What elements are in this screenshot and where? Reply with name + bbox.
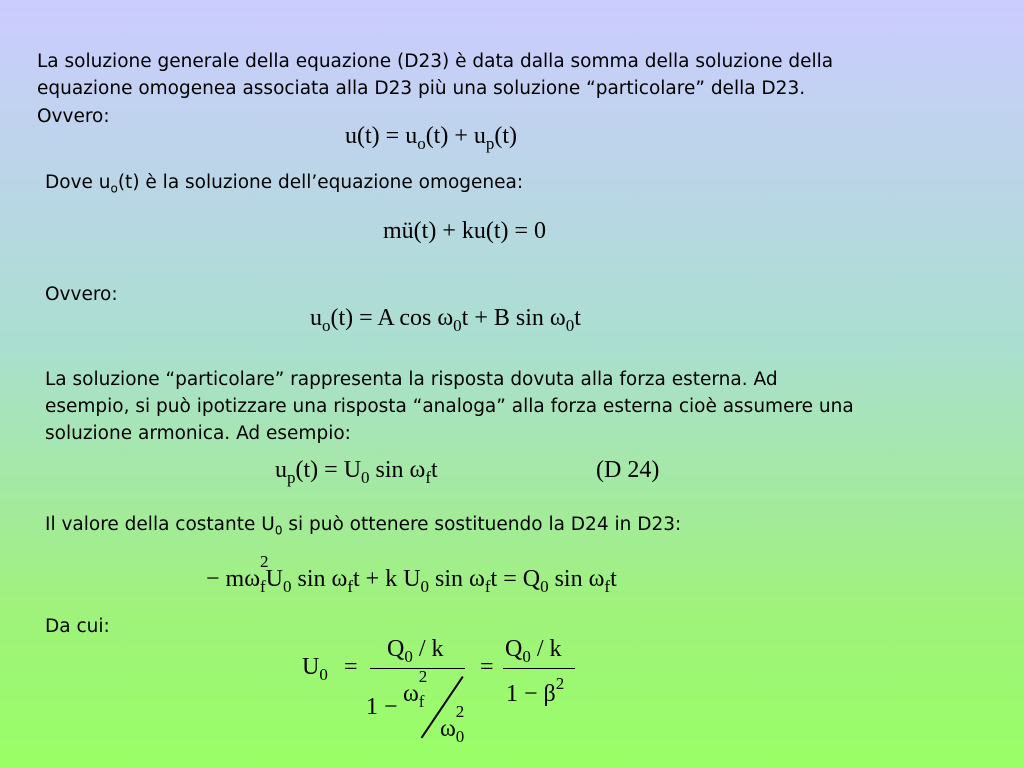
final-numerator-1: $Q_0$ / k — [387, 636, 444, 666]
final-denominator-one: 1 − — [366, 694, 398, 720]
equation-general-solution: $u(t) = u_o(t) + u_p(t)$ — [345, 123, 518, 153]
ovvero-label: Ovvero: — [45, 284, 118, 305]
equation-tag-d24: (D 24) — [596, 457, 660, 483]
final-numerator-2: $Q_0$ / k — [505, 636, 562, 666]
final-denominator-omega-f: ω 2 $_f$ — [403, 667, 428, 711]
intro-line-2: equazione omogenea associata alla D23 più una soluzione “particolare” della D23. — [37, 78, 806, 99]
intro-line-1: La soluzione generale della equazione (D23) è data dalla somma della soluzione della — [37, 51, 834, 72]
final-lhs: $U_0$ — [302, 654, 328, 684]
equation-homogeneous: mü(t) + ku(t) = 0 — [383, 218, 547, 244]
particular-line-3: soluzione armonica. Ad esempio: — [45, 423, 351, 444]
valore-text: Il valore della costante $U_0$ si può ottenere sostituendo la D24 in D23: — [45, 514, 682, 538]
final-fraction-bar-1 — [370, 668, 465, 669]
dove-text: Dove $u_o(t)$ è la soluzione dell’equazione omogenea: — [45, 172, 524, 196]
intro-line-3: Ovvero: — [37, 106, 110, 127]
final-denominator-2: $1 - \beta^2$ — [506, 674, 565, 707]
dacui-label: Da cui: — [45, 616, 110, 637]
particular-line-2: esempio, si può ipotizzare una risposta “analoga” alla forza esterna cioè assumere una — [45, 396, 854, 417]
equation-substitution: − mω 2 $_fU_0$ $\sin \omega_ft + k$ $U_0$ $\sin \omega_ft = Q_0$ $\sin \omega_ft$ — [206, 552, 617, 596]
equation-homogeneous-solution: $u_o(t) = A$ $\cos \omega_0t + B$ $\sin \omega_0t$ — [310, 305, 581, 335]
final-equals-1: = — [344, 654, 358, 680]
final-denominator-omega-0: ω 2 $_0$ — [440, 702, 465, 746]
final-fraction-bar-2 — [503, 668, 575, 669]
particular-line-1: La soluzione “particolare” rappresenta la risposta dovuta alla forza esterna. Ad — [45, 369, 778, 390]
final-equals-2: = — [480, 654, 494, 680]
equation-particular-solution: $u_p(t) = U_0$ $\sin \omega_ft$ — [275, 457, 438, 487]
